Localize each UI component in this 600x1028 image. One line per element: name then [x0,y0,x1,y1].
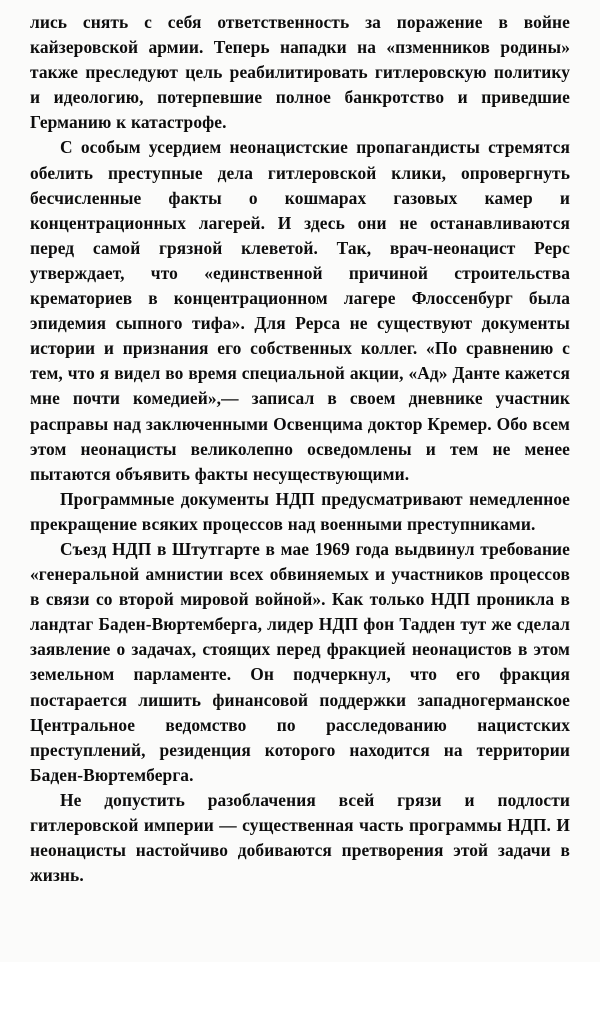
text-column [30,10,570,1028]
page-bottom-margin [30,888,570,1028]
paragraph-2: С особым усердием неонацистские пропагандисты стремятся обелить преступные дела гитлеровской клики, опровергнуть бесчисленные факты о кошмарах газовых камер и концентрационных лагерей. И здесь они не останавливаются перед самой грязной клеветой. Так, врач-неонацист Рерс утверждает, что «единственной причиной строительства крематориев в концентрационном лагере Флоссенбург была эпидемия сыпного тифа». Для Рерса не существуют документы истории и признания его собственных коллег. «По сравнению с тем, что я видел во время специальной акции, «Ад» Данте кажется мне почти комедией»,— записал в своем дневнике участник расправы над заключенными Освенцима доктор Кремер. Обо всем этом неонацисты великолепно осведомлены и тем не менее пытаются объявить факты несуществующими. [30,137,570,484]
paragraph-5: Не допустить разоблачения всей грязи и подлости гитлеровской империи — существенная часть программы НДП. И неонацисты настойчиво добиваются претворения этой задачи в жизнь. [30,789,570,886]
paragraph-3: Программные документы НДП предусматривают немедленное прекращение всяких процессов над военными преступниками. [30,488,570,534]
paragraph-4: Съезд НДП в Штутгарте в мае 1969 года выдвинул требование «генеральной амнистии всех обвиняемых и участников процессов в связи со второй мировой войной». Как только НДП проникла в ландтаг Баден-Вюртемберга, лидер НДП фон Тадден тут же сделал заявление о задачах, стоящих перед фракцией неонацистов в этом земельном парламенте. Он подчеркнул, что его фракция постарается лишить финансовой поддержки западногерманское Центральное ведомство по расследованию нацистских преступлений, резиденция которого находится на территории Баден-Вюртемберга. [30,538,570,785]
paragraph-1: лись снять с себя ответственность за поражение в войне кайзеровской армии. Теперь нападки на «пзменников родины» также преследуют цель реабилитировать гитлеровскую политику и идеологию, потерпевшие полное банкротство и приведшие Германию к катастрофе. [30,12,570,133]
